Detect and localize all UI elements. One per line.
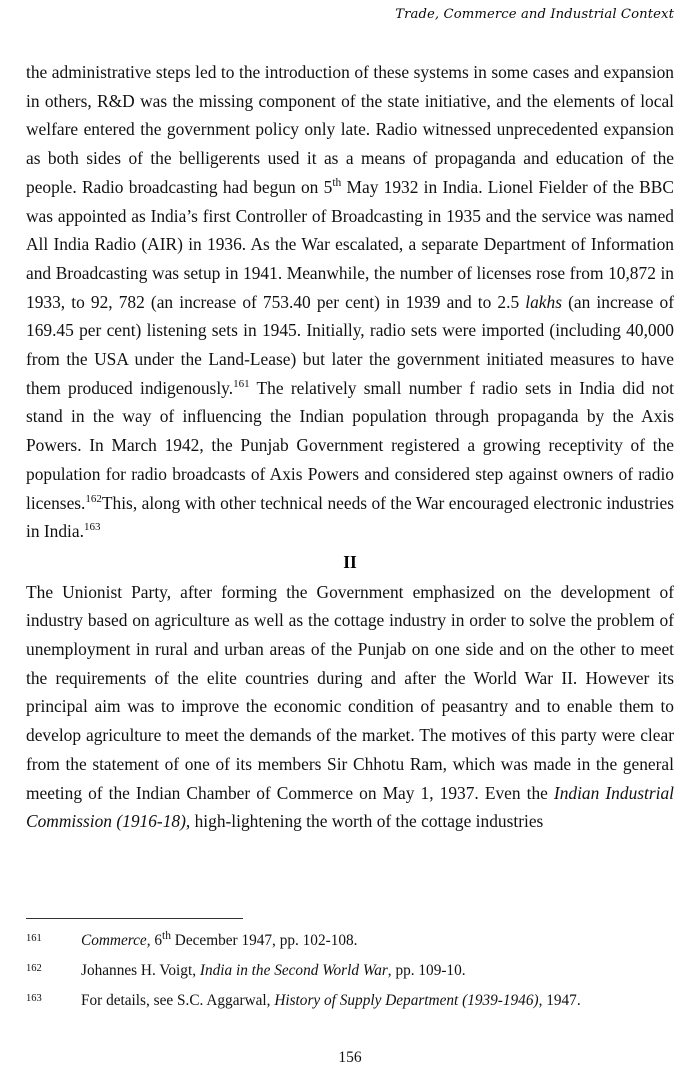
footnote-item [26, 991, 674, 1011]
footnote-text [81, 931, 674, 951]
footnotes-section [26, 918, 674, 1021]
footnote-text-part1: Johannes H. Voigt, [81, 962, 200, 979]
para2-part2: high-lightening the worth of the cottage industries [190, 811, 544, 832]
paragraph-radio-industry [26, 58, 674, 546]
footnote-text-part2: , 1947. [538, 992, 581, 1009]
footnote-text-part2: , pp. 109-10. [387, 962, 466, 979]
italic-indian-industrial-commission: Indian Industrial Commission (1916-18), [26, 782, 674, 832]
running-header: Trade, Commerce and Industrial Context [395, 7, 674, 22]
para1-part2: May 1932 in India. Lionel Fielder of the BBC was appointed as India’s first Controller of Broadcasting in 1935 and the service was named All India Radio (AIR) in 1936. As the War escalated, a separate Department of Information and Broadcasting was setup in 1941. Meanwhile, the number of licenses rose from 10,872 in 1933, to 92, 782 (an increase of 753.40 per cent) in 1939 and to 2.5 [26, 176, 674, 312]
footnote-text-part1: For details, see S.C. Aggarwal, [81, 992, 275, 1009]
footnote-text [81, 961, 674, 981]
footnote-number: 161 [26, 933, 42, 944]
footnote-text-part1: 6 [150, 932, 163, 949]
para1-part1: the administrative steps led to the introduction of these systems in some cases and expansion in others, R&D was the missing component of the state initiative, and the elements of local welfare entered the government policy only late. Radio witnessed unprecedented expansion as both sides of the belligerents used it as a means of propaganda and education of the people. Radio broadcasting had begun on 5 [26, 62, 674, 197]
footnote-italic-title: Commerce, [81, 932, 151, 949]
footnote-ref-161[interactable]: 161 [233, 377, 250, 390]
page-number: 156 [338, 1049, 362, 1066]
footnote-italic-title: India in the Second World War [199, 962, 388, 979]
ordinal-suffix-th: th [162, 929, 171, 942]
ordinal-suffix-th: th [332, 177, 342, 190]
footnote-item [26, 931, 674, 951]
footnote-item [26, 961, 674, 981]
body-text-block [26, 58, 674, 836]
section-number-heading: II [343, 551, 357, 572]
footnote-number: 163 [26, 993, 42, 1004]
paragraph-unionist-party [26, 578, 674, 836]
para1-part4: The relatively small number f radio sets in India did not stand in the way of influencing the Indian population through propaganda by the Axis Powers. In March 1942, the Punjab Government registered a growing receptivity of the population for radio broadcasts of Axis Powers and considered step against owners of radio licenses. [26, 377, 674, 513]
para2-part1: The Unionist Party, after forming the Government emphasized on the development of industry based on agriculture as well as the cottage industry in order to solve the problem of unemployment in rural and urban areas of the Punjab on one side and on the other to meet the requirements of the elite countries during and after the World War II. However its principal aim was to improve the economic condition of peasantry and to enable them to develop agriculture to meet the demands of the market. The motives of this party were clear from the statement of one of its members Sir Chhotu Ram, which was made in the general meeting of the Indian Chamber of Commerce on May 1, 1937. Even the [26, 581, 674, 803]
italic-lakhs: lakhs [525, 291, 562, 312]
footnote-separator-rule [26, 918, 243, 919]
para1-part5: This, along with other technical needs of the War encouraged electronic industries in India. [26, 492, 674, 542]
para1-part3: (an increase of 169.45 per cent) listening sets in 1945. Initially, radio sets were imported (including 40,000 from the USA under the Land-Lease) but later the government initiated measures to have them produced indigenously. [26, 291, 674, 398]
footnote-text [81, 991, 674, 1011]
footnote-text-part2: December 1947, pp. 102-108. [170, 932, 358, 949]
footnote-ref-163[interactable]: 163 [83, 521, 101, 534]
footnote-ref-162[interactable]: 162 [85, 492, 102, 505]
footnote-number: 162 [26, 963, 42, 974]
footnote-italic-title: History of Supply Department (1939-1946) [274, 992, 539, 1009]
